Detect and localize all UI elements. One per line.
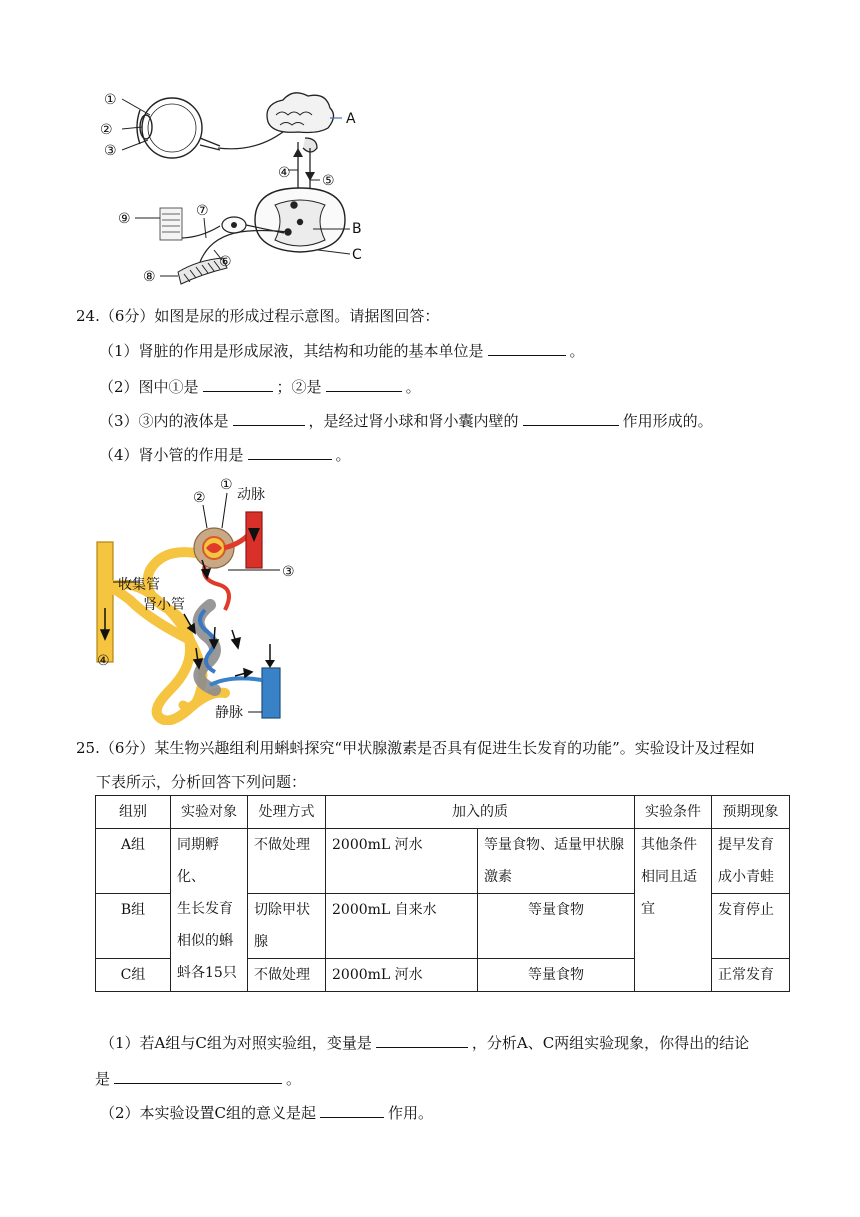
nephron-label-2: ② xyxy=(193,490,206,506)
water-cell: 2000mL 自来水 xyxy=(326,894,478,959)
phenomenon-cell: 发育停止 xyxy=(712,894,790,959)
answer-blank[interactable] xyxy=(203,376,273,392)
header-group: 组别 xyxy=(96,796,171,829)
label-8: ⑧ xyxy=(143,269,156,285)
condition-cell xyxy=(635,829,712,992)
punct: 。 xyxy=(335,446,351,464)
subject-line: 蚪各15只 xyxy=(177,965,237,981)
q25-item-1-text-b: ，分析A、C两组实验现象，你得出的结论 xyxy=(471,1034,750,1052)
addition-line: 等量食物、适量甲状腺 xyxy=(484,837,624,853)
label-B: B xyxy=(352,221,362,237)
vein-label: 静脉 xyxy=(215,705,243,721)
q24-item-3 xyxy=(99,410,713,431)
treatment-line: 不做处理 xyxy=(254,837,310,853)
header-phenomenon: 预期现象 xyxy=(712,796,790,829)
label-2: ② xyxy=(100,122,113,138)
condition-line: 宜 xyxy=(641,901,655,917)
condition-line: 其他条件 xyxy=(641,837,697,853)
punct: 。 xyxy=(569,342,585,360)
label-5: ⑤ xyxy=(322,173,335,189)
q24-item-3-text: （3）③内的液体是 xyxy=(99,412,229,430)
treatment-line: 腺 xyxy=(254,934,268,950)
q24-item-2-text: （2）图中①是 xyxy=(99,378,199,396)
table-header-row xyxy=(96,796,790,829)
q25-item-2-text: （2）本实验设置C组的意义是起 xyxy=(100,1104,317,1122)
collecting-duct-label: 收集管 xyxy=(118,577,160,593)
q25-item-2 xyxy=(100,1102,433,1123)
label-7: ⑦ xyxy=(196,203,209,219)
phenomenon-line: 成小青蛙 xyxy=(718,869,774,885)
addition-line: 激素 xyxy=(484,869,512,885)
header-addition: 加入的质 xyxy=(326,796,635,829)
nephron-label-3: ③ xyxy=(282,564,295,580)
subject-line: 相似的蝌 xyxy=(177,933,233,949)
punct: 。 xyxy=(405,378,421,396)
artery-label: 动脉 xyxy=(237,487,265,503)
q24-item-1-text: （1）肾脏的作用是形成尿液，其结构和功能的基本单位是 xyxy=(99,342,484,360)
subject-line: 同期孵化、 xyxy=(177,837,219,885)
q24-item-4-text: （4）肾小管的作用是 xyxy=(99,446,244,464)
phenomenon-line: 提早发育 xyxy=(718,837,774,853)
q24-item-1 xyxy=(99,340,585,361)
header-subject: 实验对象 xyxy=(171,796,248,829)
subject-line: 生长发育 xyxy=(177,901,233,917)
treatment-line: 切除甲状 xyxy=(254,902,310,918)
q25-item-1-text: （1）若A组与C组为对照实验组，变量是 xyxy=(100,1034,372,1052)
treatment-cell xyxy=(248,829,326,894)
answer-blank[interactable] xyxy=(376,1032,468,1048)
answer-blank[interactable] xyxy=(488,340,566,356)
q24-heading: 24.（6分）如图是尿的形成过程示意图。请据图回答： xyxy=(76,307,440,325)
brain-figure xyxy=(267,93,334,152)
nephron-diagram xyxy=(80,470,320,725)
label-3: ③ xyxy=(104,143,117,159)
q25-item-2-text-b: 作用。 xyxy=(388,1104,434,1122)
q25-item-1-text-c: 是 xyxy=(95,1070,111,1088)
header-treatment: 处理方式 xyxy=(248,796,326,829)
eye-figure xyxy=(137,98,220,158)
label-4: ④ xyxy=(278,165,291,181)
answer-blank[interactable] xyxy=(523,410,619,426)
label-1: ① xyxy=(104,92,117,108)
q25-item-1 xyxy=(100,1032,749,1053)
tubule-label: 肾小管 xyxy=(143,597,185,613)
q25-heading-1: 25.（6分）某生物兴趣组利用蝌蚪探究“甲状腺激素是否具有促进生长发育的功能”。实验设计及过程如 xyxy=(76,739,755,757)
q25-item-1-cont xyxy=(95,1068,301,1089)
spinal-cord-figure xyxy=(255,188,345,252)
answer-blank[interactable] xyxy=(233,410,305,426)
water-cell: 2000mL 河水 xyxy=(326,829,478,894)
answer-blank[interactable] xyxy=(248,444,332,460)
addition-cell xyxy=(478,829,635,894)
nerve-reflex-diagram xyxy=(95,80,395,290)
label-6: ⑥ xyxy=(219,254,232,270)
addition-cell: 等量食物 xyxy=(478,959,635,992)
answer-blank[interactable] xyxy=(114,1068,282,1084)
group-cell: C组 xyxy=(96,959,171,992)
phenomenon-cell: 正常发育 xyxy=(712,959,790,992)
label-9: ⑨ xyxy=(118,211,131,227)
q24-item-2-text-b: ；②是 xyxy=(276,378,322,396)
table-row xyxy=(96,829,790,894)
condition-line: 相同且适 xyxy=(641,869,697,885)
nephron-label-4: ④ xyxy=(97,653,110,669)
q25-heading-2: 下表所示，分析回答下列问题： xyxy=(96,773,307,791)
phenomenon-cell xyxy=(712,829,790,894)
q24-item-3-text-b: ，是经过肾小球和肾小囊内壁的 xyxy=(308,412,519,430)
label-C: C xyxy=(352,247,362,263)
subject-cell xyxy=(171,829,248,992)
vein-vessel xyxy=(262,668,280,718)
q24-item-2 xyxy=(99,376,421,397)
q24-item-4 xyxy=(99,444,351,465)
q24-item-3-text-c: 作用形成的。 xyxy=(622,412,713,430)
answer-blank[interactable] xyxy=(320,1102,384,1118)
treatment-cell: 不做处理 xyxy=(248,959,326,992)
experiment-table xyxy=(95,795,790,992)
skin-receptor-figure xyxy=(160,208,182,240)
label-A: A xyxy=(346,111,356,127)
treatment-cell xyxy=(248,894,326,959)
nephron-label-1: ① xyxy=(220,477,233,493)
punct: 。 xyxy=(286,1070,302,1088)
answer-blank[interactable] xyxy=(326,376,402,392)
addition-cell: 等量食物 xyxy=(478,894,635,959)
water-cell: 2000mL 河水 xyxy=(326,959,478,992)
group-cell: B组 xyxy=(96,894,171,959)
collecting-duct xyxy=(97,542,113,662)
header-condition: 实验条件 xyxy=(635,796,712,829)
group-cell: A组 xyxy=(96,829,171,894)
